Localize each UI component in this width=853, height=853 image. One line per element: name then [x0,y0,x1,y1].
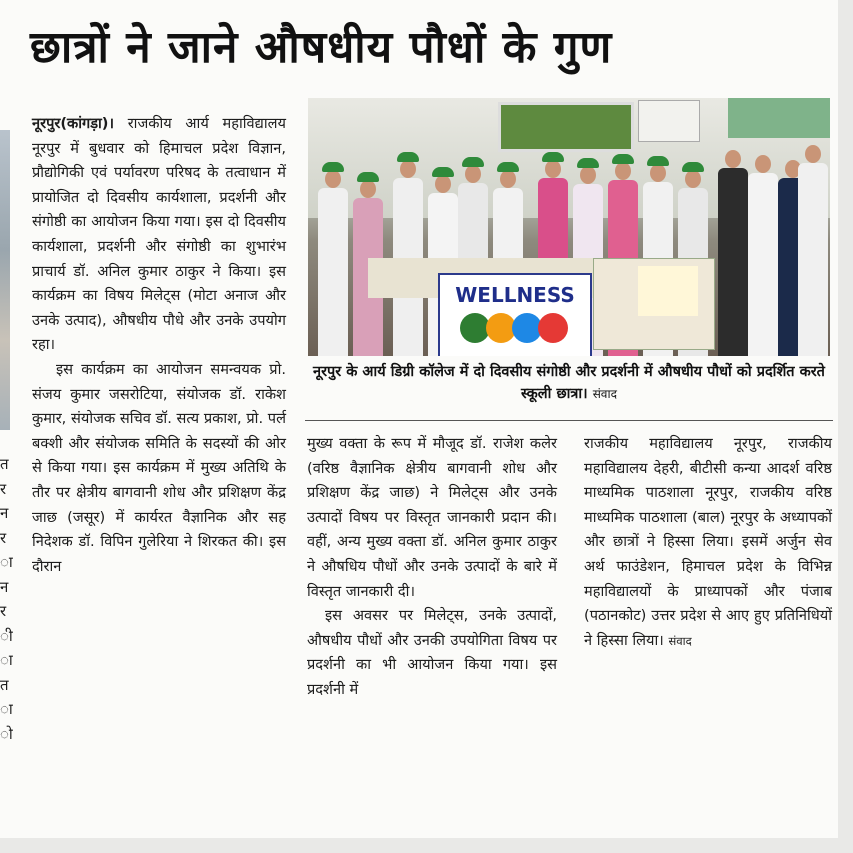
wellness-board-icons [460,313,570,349]
photo-green-cap [397,152,419,162]
photo-green-cap [432,167,454,177]
photo-person-face [685,170,701,188]
previous-article-sliver [0,90,14,790]
photo-person-face [325,170,341,188]
photo-green-cap [357,172,379,182]
photo-person-face [615,162,631,180]
article-column-1 [32,112,286,579]
photo-green-cap [322,162,344,172]
wellness-board-text: WELLNESS [455,283,575,307]
previous-article-fragment: त [0,455,9,473]
photo-credit: संवाद [592,387,617,401]
photo-wellness-board [438,273,592,356]
paragraph-1 [32,112,286,358]
previous-article-photo-edge [0,130,10,430]
paragraph-3: मुख्य वक्ता के रूप में मौजूद डॉ. राजेश कलेर (वरिष्ठ वैज्ञानिक क्षेत्रीय बागवानी शोध और प्रशिक्षण केंद्र जाछ) ने मिलेट्स और उनके उत्पादों विषय पर विस्तृत जानकारी प्रदान की। वहीं, अन्य मुख्य वक्ता डॉ. अनिल कुमार ठाकुर ने औषधिय पौधों और उनके उत्पादों के बारे में विस्तृत जानकारी दी। [307,435,557,600]
photo-person [718,168,748,356]
news-photo [308,98,830,356]
article-column-3 [584,432,832,653]
paragraph-4: इस अवसर पर मिलेट्स, उनके उत्पादों, औषधीय पौधों और उनकी उपयोगिता विषय पर प्रदर्शनी का भी आयोजन किया गया। इस प्रदर्शनी में [307,607,557,698]
photo-green-cap [542,152,564,162]
previous-article-text-edge [0,452,14,746]
photo-caption-text: नूरपुर के आर्य डिग्री कॉलेज में दो दिवसीय संगोष्ठी और प्रदर्शनी में औषधीय पौधों को प्रदर्शित करते स्कूली छात्रा। [313,364,825,402]
photo-person-face [465,165,481,183]
paragraph-5-text: राजकीय महाविद्यालय नूरपुर, राजकीय महाविद्यालय देहरी, बीटीसी कन्या आदर्श वरिष्ठ माध्यमिक पाठशाला नूरपुर, राजकीय वरिष्ठ माध्यमिक पाठशाला (बाल) नूरपुर के अध्यापकों और छात्रों ने हिस्सा लिया। इसमें अर्जुन सेव अर्थ फाउंडेशन, हिमाचल प्रदेश के विभिन्न महाविद्यालयों के प्राध्यापकों और पंजाब (पठानकोट) उत्तर प्रदेश से आए हुए प्रतिनिधियों ने हिस्सा लिया। [584,435,832,649]
previous-article-fragment: ा [0,651,13,669]
previous-article-fragment: ी [0,626,13,645]
photo-person-face [360,180,376,198]
photo-green-cap [497,162,519,172]
photo-caption [308,361,830,405]
page-edge-bottom [0,838,853,853]
photo-green-cap [647,156,669,166]
previous-article-fragment: ा [0,553,13,571]
previous-article-fragment: न [0,504,9,522]
photo-person-face [755,155,771,173]
previous-article-fragment: र [0,602,7,620]
photo-poster [638,100,700,142]
previous-article-fragment: न [0,577,9,596]
photo-person-face [580,166,596,184]
photo-person-face [805,145,821,163]
wellness-icon [538,313,568,343]
article-credit: संवाद [668,633,692,648]
paragraph-5 [584,432,832,653]
previous-article-fragment: ा [0,700,13,718]
previous-article-fragment: र [0,479,7,498]
previous-article-fragment: त [0,675,9,694]
photo-person [748,173,778,356]
photo-person [318,188,348,356]
photo-green-cap [682,162,704,172]
photo-exhibit-card [638,266,698,316]
photo-green-banner [498,102,634,152]
photo-person-face [545,160,561,178]
page-edge-right [838,0,853,853]
photo-person-face [500,170,516,188]
photo-window [728,98,830,138]
photo-person-face [435,175,451,193]
dateline: नूरपुर(कांगड़ा)। [32,115,114,132]
photo-person-face [400,160,416,178]
photo-person-face [650,164,666,182]
photo-person [798,163,828,356]
paragraph-1-text: राजकीय आर्य महाविद्यालय नूरपुर में बुधवार को हिमाचल प्रदेश विज्ञान, प्रौद्योगिकी एवं पर्यावरण परिषद के तत्वाधान में प्रायोजित दो दिवसीय कार्यशाला, प्रदर्शनी और संगोष्ठी का आयोजन किया गया। इस दो दिवसीय कार्यशाला, प्रदर्शनी और संगोष्ठी का शुभारंभ प्राचार्य डॉ. अनिल कुमार ठाकुर ने किया। इस कार्यक्रम का विषय मिलेट्स (मोटा अनाज और उनके उत्पाद), औषधीय पौधे और उनके उपयोग रहा। [32,115,286,354]
photo-green-cap [577,158,599,168]
article-column-2 [307,432,557,703]
previous-article-fragment: र [0,528,7,547]
headline: छात्रों ने जाने औषधीय पौधों के गुण [30,22,613,73]
photo-green-cap [612,154,634,164]
previous-article-fragment: ो [0,724,13,743]
paragraph-2: इस कार्यक्रम का आयोजन समन्वयक प्रो. संजय कुमार जसरोटिया, संयोजक डॉ. राकेश कुमार, संयोजक सचिव डॉ. सत्य प्रकाश, प्रो. पर्ल बक्शी और संयोजक समिति के सदस्यों की ओर से किया गया। इस कार्यक्रम में मुख्य अतिथि के तौर पर क्षेत्रीय बागवानी शोध और प्रशिक्षण केंद्र जाछ (जसूर) में कार्यरत वैज्ञानिक और सह निदेशक डॉ. विपिन गुलेरिया ने शिरकत की। इस दौरान [32,360,286,575]
caption-divider [305,420,833,421]
photo-green-cap [462,157,484,167]
photo-person-face [725,150,741,168]
